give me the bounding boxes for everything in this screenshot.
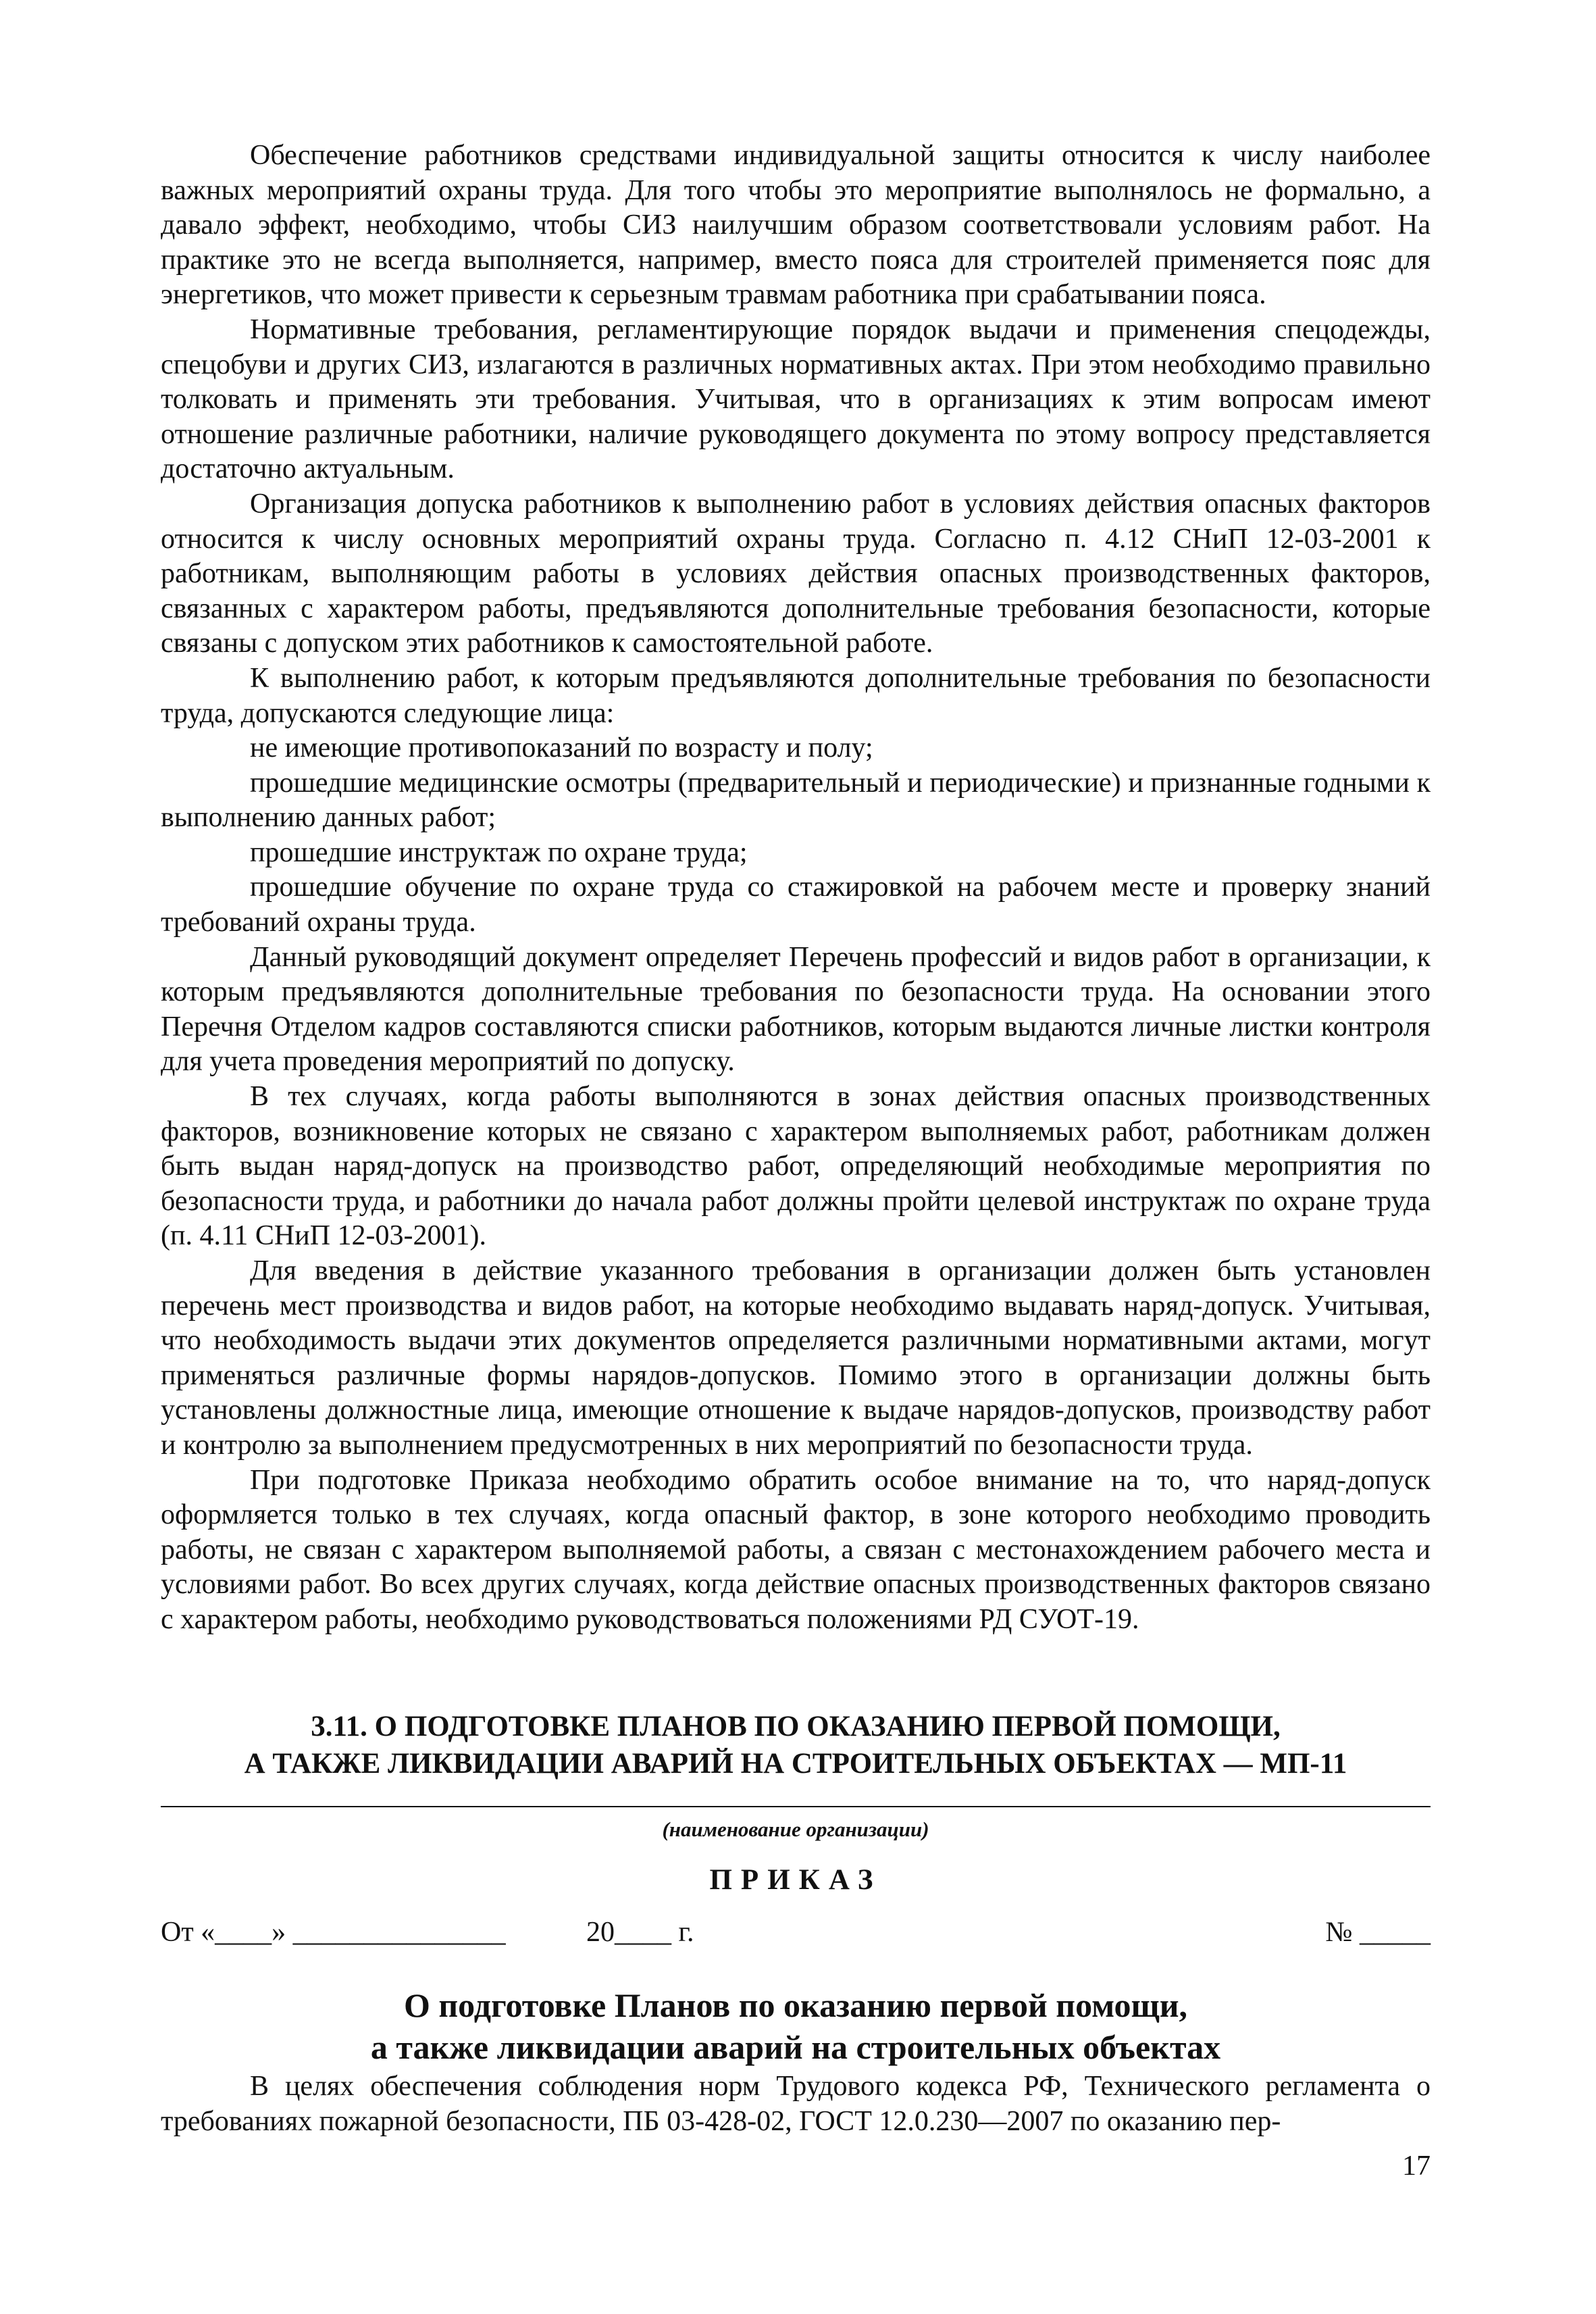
paragraph-admission-organization: Организация допуска работников к выполнению работ в условиях действия опасных факторов относится к числу основных мероприятий охраны труда. Согласно п. 4.12 СНиП 12-03-2001 к работникам, выполняющим работы в условиях действия опасных производственных факторов, связанных с характером работы, предъявляются дополнительные требования безопасности, которые связаны с допуском этих работников к самостоятельной работе. [161, 488, 1431, 659]
order-title-line-1: О подготовке Планов по оказанию первой помощи, [403, 1986, 1188, 2024]
list-item-medical-exams: прошедшие медицинские осмотры (предварительный и периодические) и признанные годными к выполнению данных работ; [161, 767, 1431, 834]
paragraph-ppe: Обеспечение работников средствами индивидуальной защиты относится к числу наиболее важных мероприятий охраны труда. Для того чтобы это мероприятие выполнялось не формально, а давало эффект, необходимо, чтобы СИЗ наилучшим образом соответствовали условиям работ. На практике это не всегда выполняется, например, вместо пояса для строителей применяется пояс для энергетиков, что может привести к серьезным травмам работника при срабатывании пояса. [161, 140, 1431, 311]
order-heading: ПРИКАЗ [709, 1864, 882, 1896]
organization-name-caption: (наименование организации) [662, 1817, 929, 1841]
order-date-field: От «____» _______________ [161, 1917, 506, 1948]
body-text [161, 139, 1431, 1638]
order-title [161, 1984, 1431, 2068]
order-title-line-2: а также ликвидации аварий на строительных объектах [370, 2028, 1221, 2066]
paragraph-admitted-persons: К выполнению работ, к которым предъявляются дополнительные требования по безопасности труда, допускаются следующие лица: [161, 662, 1431, 729]
section-heading-line-1: 3.11. О ПОДГОТОВКЕ ПЛАНОВ ПО ОКАЗАНИЮ ПЕРВОЙ ПОМОЩИ, [311, 1711, 1281, 1742]
paragraph-guidance-document: Данный руководящий документ определяет Перечень профессий и видов работ в организации, к которым предъявляются дополнительные требования по безопасности труда. На основании этого Перечня Отделом кадров составляются списки работников, которым выдаются личные листки контроля для учета проведения мероприятий по допуску. [161, 941, 1431, 1078]
paragraph-work-permit: В тех случаях, когда работы выполняются в зонах действия опасных производственных факторов, возникновение которых не связано с характером выполняемых работ, работникам должен быть выдан наряд-допуск на производство работ, определяющий необходимые мероприятия по безопасности труда, и работники до начала работ должны пройти целевой инструктаж по охране труда (п. 4.11 СНиП 12-03-2001). [161, 1081, 1431, 1252]
list-item-no-contraindications: не имеющие противопоказаний по возрасту и полу; [250, 732, 873, 764]
section-heading-line-2: А ТАКЖЕ ЛИКВИДАЦИИ АВАРИЙ НА СТРОИТЕЛЬНЫХ ОБЪЕКТАХ — МП-11 [244, 1748, 1347, 1780]
list-item-instruction: прошедшие инструктаж по охране труда; [250, 836, 748, 868]
section-heading [161, 1708, 1431, 1782]
closing-text [161, 2069, 1431, 2139]
paragraph-order-preamble: В целях обеспечения соблюдения норм Трудового кодекса РФ, Технического регламента о требованиях пожарной безопасности, ПБ 03-428-02, ГОСТ 12.0.230—2007 по оказанию пер- [161, 2071, 1431, 2137]
page-number: 17 [1402, 2150, 1431, 2182]
order-date-number-line [161, 1914, 1431, 1951]
organization-name-line [161, 1806, 1431, 1807]
order-year-field: 20____ г. [586, 1917, 694, 1948]
order-number-field: № _____ [1325, 1917, 1431, 1948]
list-item-training: прошедшие обучение по охране труда со стажировкой на рабочем месте и проверку знаний требований охраны труда. [161, 872, 1431, 938]
paragraph-order-preparation: При подготовке Приказа необходимо обратить особое внимание на то, что наряд-допуск оформляется только в тех случаях, когда опасный фактор, в зоне которого необходимо проводить работы, не связан с характером выполняемой работы, а связан с местонахождением рабочего места и условиями работ. Во всех других случаях, когда действие опасных производственных факторов связано с характером работы, необходимо руководствоваться положениями РД СУОТ-19. [161, 1464, 1431, 1635]
paragraph-normative-requirements: Нормативные требования, регламентирующие порядок выдачи и применения спецодежды, спецобуви и других СИЗ, излагаются в различных нормативных актах. При этом необходимо правильно толковать и применять эти требования. Учитывая, что в организациях к этим вопросам имеют отношение различные работники, наличие руководящего документа по этому вопросу представляется достаточно актуальным. [161, 313, 1431, 485]
paragraph-permit-introduction: Для введения в действие указанного требования в организации должен быть установлен перечень мест производства и видов работ, на которые необходимо выдавать наряд-допуск. Учитывая, что необходимость выдачи этих документов определяется различными нормативными актами, могут применяться различные формы нарядов-допусков. Помимо этого в организации должны быть установлены должностные лица, имеющие отношение к выдаче нарядов-допусков, производству работ и контролю за выполнением предусмотренных в них мероприятий по безопасности труда. [161, 1255, 1431, 1461]
